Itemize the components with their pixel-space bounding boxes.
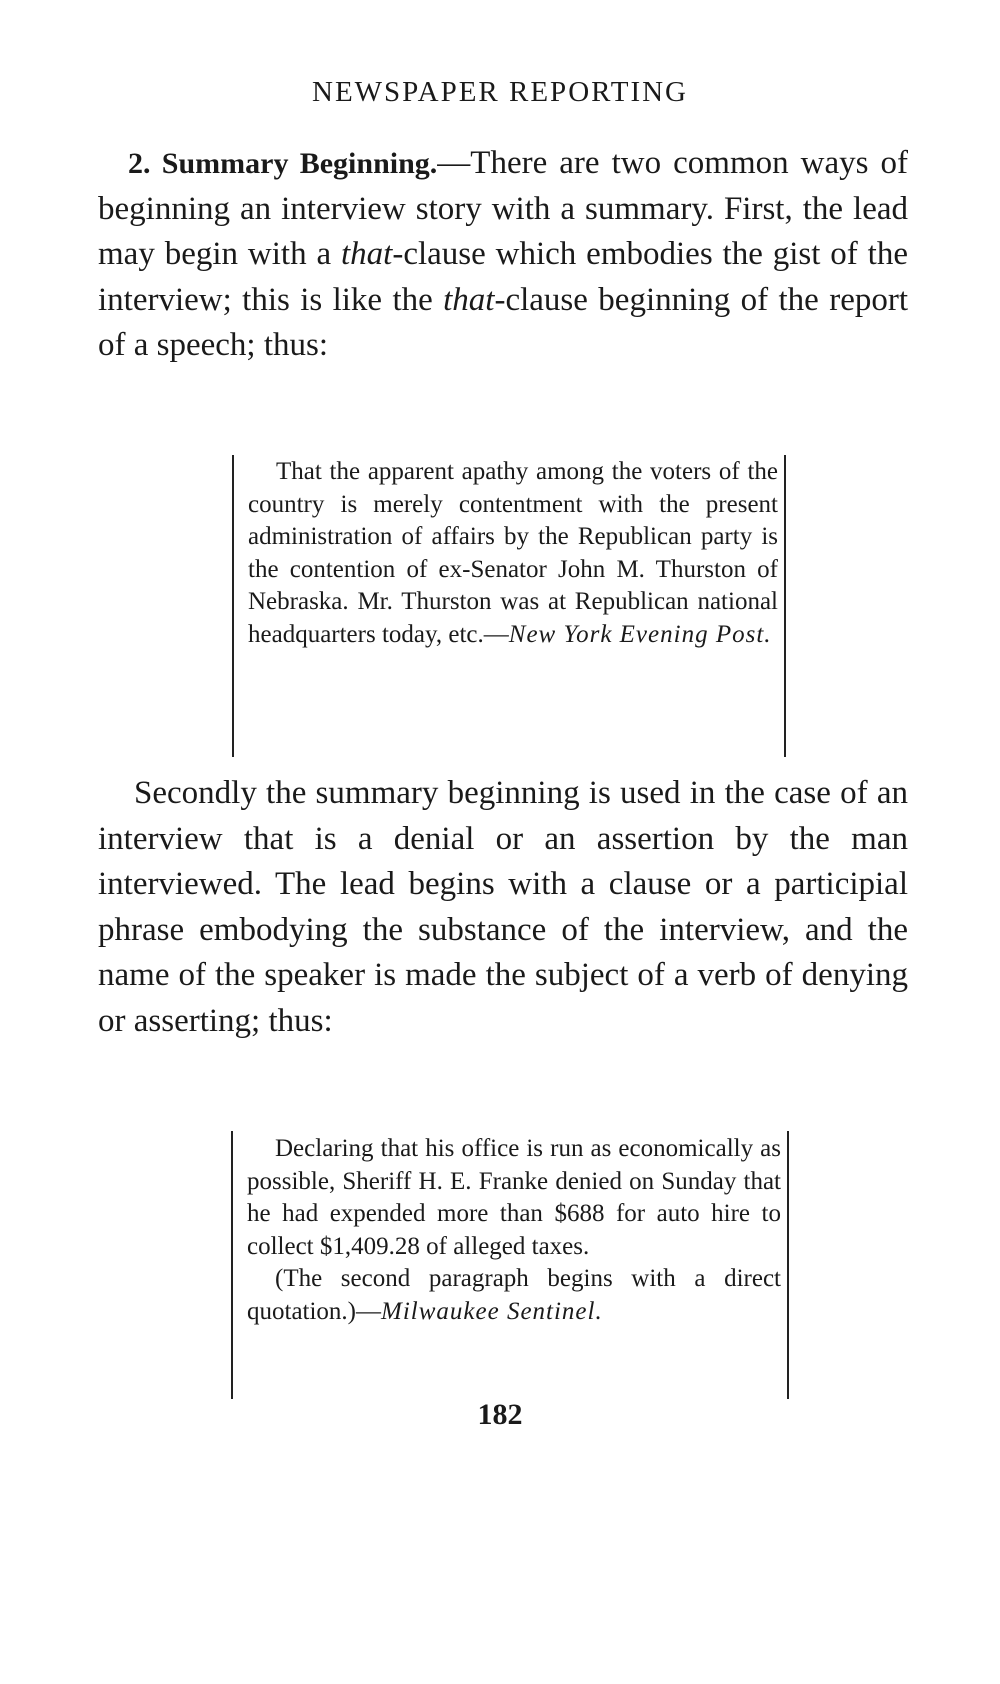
- paragraph-text: There are two common ways of beginning an interview story with a summary. First, the lead may begin with a: [98, 145, 908, 272]
- paragraph-secondly: Secondly the summary beginning is used in the case of an interview that is a denial or an assertion by the man interviewed. The lead begins with a clause or a participial phrase embodying the substance of the interview, and the name of the speaker is made the subject of a verb of denying or asserting; thus:: [98, 775, 908, 1039]
- section-heading: 2. Summary Beginning.: [128, 147, 438, 180]
- paragraph-summary-beginning: [98, 141, 908, 369]
- paragraph-text: -clause which embodies the gist of the interview; this is like the: [98, 236, 908, 318]
- italic-term: that: [443, 281, 495, 318]
- heading-dash: —: [437, 145, 471, 181]
- quote-paragraph: Declaring that his office is run as economically as possible, Sheriff H. E. Franke denied on Sunday that he had expended more than $688 for auto hire to collect $1,409.28 of alleged taxes.: [247, 1135, 781, 1260]
- quote-source: Milwaukee Sentinel.: [381, 1297, 603, 1325]
- paragraph-text: -clause beginning of the report of a speech; thus:: [98, 281, 908, 363]
- example-quote-2: [231, 1131, 789, 1399]
- page-number: 182: [477, 1398, 523, 1431]
- quote-source: New York Evening Post.: [508, 620, 772, 648]
- quote-paragraph: [247, 1263, 781, 1328]
- example-quote-1: [232, 455, 786, 757]
- quote-paragraph: [248, 456, 778, 651]
- quote-text: (The second paragraph begins with a direct quotation.)—: [247, 1265, 781, 1325]
- quote-text: That the apparent apathy among the voters of the country is merely contentment with the present administration of affairs by the Republican party is the contention of ex-Senator John M. Thurston of Nebraska. Mr. Thurston was at Republican national headquarters today, etc.—: [248, 458, 778, 648]
- italic-term: that: [340, 236, 393, 272]
- running-head: NEWSPAPER REPORTING: [312, 76, 688, 108]
